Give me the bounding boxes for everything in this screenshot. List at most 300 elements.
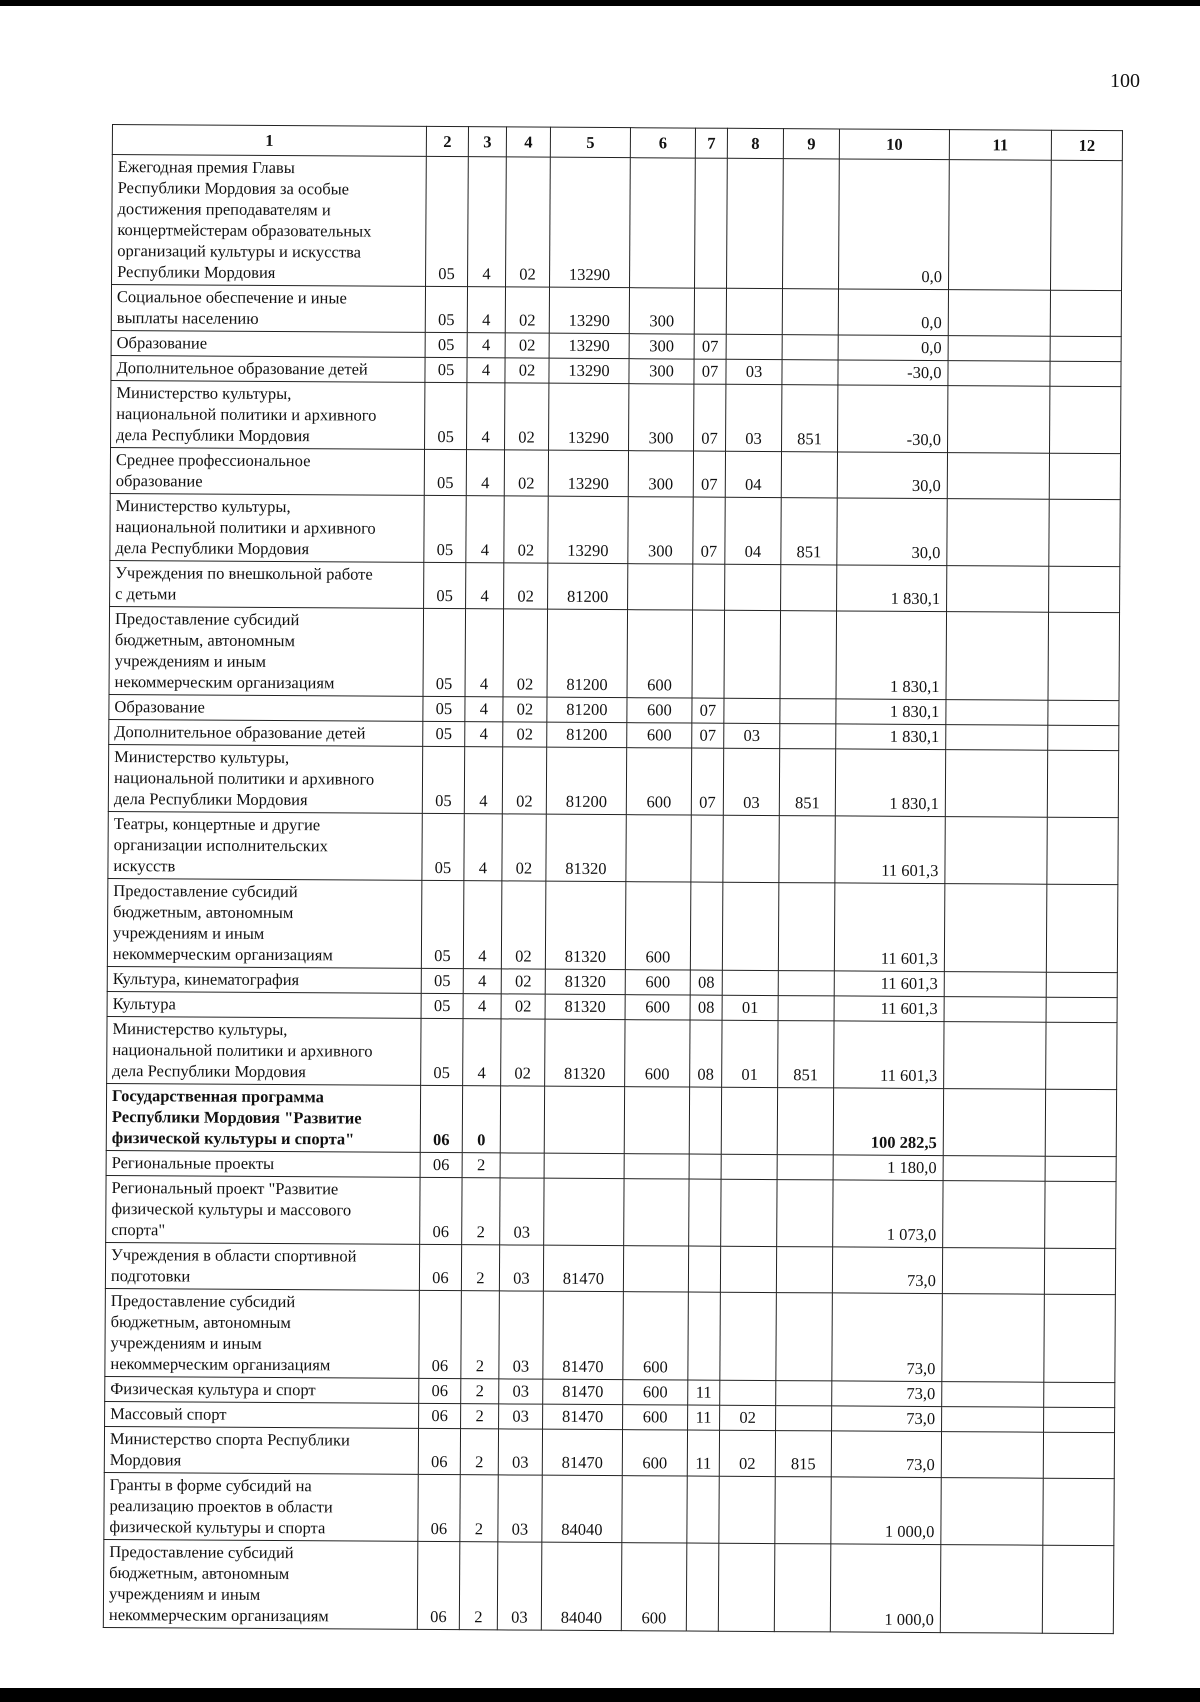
cell-col-2: 05 <box>424 495 466 562</box>
row-name: Предоставление субсидий бюджетным, автономным учреждениям и иным некоммерческим организациям <box>114 609 335 693</box>
cell-col-8 <box>718 1543 775 1631</box>
cell-col-11 <box>942 1382 1044 1408</box>
cell-col-3: 4 <box>467 383 505 450</box>
cell-col-3: 0 <box>462 1086 500 1153</box>
cell-col-4: 02 <box>504 496 548 563</box>
cell-col-4: 02 <box>505 383 549 450</box>
cell-col-10: 0,0 <box>838 335 948 361</box>
table-row <box>106 1175 1116 1248</box>
cell-col-7: 11 <box>688 1405 720 1430</box>
cell-col-7 <box>688 1246 720 1292</box>
cell-col-4 <box>500 1086 544 1153</box>
cell-col-10: 1 000,0 <box>831 1477 941 1545</box>
cell-col-10: 100 282,5 <box>833 1088 943 1156</box>
cell-col-11 <box>947 566 1049 613</box>
cell-col-8 <box>724 610 781 698</box>
cell-col-11 <box>946 725 1048 751</box>
cell-col-4 <box>500 1153 544 1178</box>
cell-col-3: 4 <box>466 450 504 496</box>
cell-col-7: 07 <box>692 698 724 723</box>
row-name-cell <box>106 1083 420 1152</box>
cell-col-5: 81320 <box>545 969 625 994</box>
cell-col-9 <box>780 724 836 749</box>
cell-col-11 <box>944 884 1047 973</box>
cell-col-9: 851 <box>778 1021 834 1088</box>
table-row <box>104 1426 1114 1478</box>
cell-col-9 <box>783 159 840 289</box>
cell-col-6: 300 <box>628 497 693 564</box>
cell-col-5: 81200 <box>548 563 628 609</box>
budget-table <box>103 124 1123 1634</box>
header-cell: 7 <box>695 128 727 158</box>
cell-col-2: 05 <box>421 1018 463 1085</box>
row-name: Образование <box>116 333 208 353</box>
cell-col-4: 02 <box>503 697 547 722</box>
cell-col-3: 2 <box>459 1542 498 1630</box>
cell-col-4: 02 <box>505 358 549 383</box>
cell-col-9 <box>778 971 834 996</box>
header-cell: 6 <box>630 128 695 158</box>
cell-col-11 <box>943 1156 1045 1182</box>
cell-col-10: 0,0 <box>838 289 948 336</box>
cell-col-8 <box>726 334 782 359</box>
cell-col-4: 03 <box>499 1404 543 1429</box>
cell-col-8 <box>725 564 781 610</box>
cell-col-2: 05 <box>423 608 466 696</box>
cell-col-7: 11 <box>688 1380 720 1405</box>
cell-col-2: 06 <box>418 1428 460 1474</box>
cell-col-12 <box>1050 386 1121 453</box>
row-name-cell <box>110 493 424 562</box>
cell-col-10: 1 000,0 <box>830 1544 941 1633</box>
cell-col-9 <box>776 1381 832 1406</box>
cell-col-11 <box>942 1248 1044 1295</box>
cell-col-3: 2 <box>461 1291 500 1379</box>
cell-col-3: 2 <box>462 1178 500 1245</box>
cell-col-2: 06 <box>419 1244 461 1290</box>
cell-col-12 <box>1045 1156 1116 1181</box>
cell-col-5: 81320 <box>545 881 626 969</box>
cell-col-4: 02 <box>501 994 545 1019</box>
cell-col-5: 81200 <box>547 609 628 697</box>
cell-col-11 <box>948 386 1050 454</box>
table-row <box>105 1288 1116 1382</box>
cell-col-2: 05 <box>425 286 467 332</box>
table-row <box>108 811 1118 884</box>
cell-col-10: 30,0 <box>837 452 947 499</box>
cell-col-4: 03 <box>499 1245 543 1291</box>
cell-col-10: 1 180,0 <box>833 1155 943 1181</box>
cell-col-8 <box>720 1246 776 1292</box>
table-row <box>108 744 1118 817</box>
row-name: Министерство культуры, национальной политики и архивного дела Республики Мордовия <box>113 747 375 810</box>
header-cell: 9 <box>783 129 839 159</box>
cell-col-3: 4 <box>466 496 504 563</box>
row-name: Физическая культура и спорт <box>110 1379 316 1400</box>
cell-col-9 <box>780 611 837 699</box>
table-row <box>112 155 1123 291</box>
cell-col-10: 1 830,1 <box>837 565 947 612</box>
cell-col-5 <box>544 1086 624 1153</box>
cell-col-4: 02 <box>503 722 547 747</box>
cell-col-2: 05 <box>424 449 466 495</box>
cell-col-2: 06 <box>419 1378 461 1403</box>
cell-col-6 <box>624 1179 689 1246</box>
cell-col-5 <box>544 1178 624 1245</box>
cell-col-10: 73,0 <box>832 1293 943 1382</box>
cell-col-8: 02 <box>719 1430 775 1476</box>
cell-col-4: 02 <box>502 747 546 814</box>
cell-col-2: 05 <box>426 156 469 286</box>
cell-col-12 <box>1050 361 1121 386</box>
cell-col-11 <box>944 1022 1046 1090</box>
row-name: Ежегодная премия Главы Республики Мордовия за особые достижения преподавателям и концертмейстерам образовательных организаций культуры и искусства Республики Мордовия <box>117 157 372 283</box>
cell-col-12 <box>1047 750 1118 817</box>
cell-col-11 <box>943 1089 1045 1157</box>
scan-edge-bottom <box>0 1688 1200 1702</box>
cell-col-11 <box>946 612 1049 701</box>
row-name-cell <box>111 380 425 449</box>
cell-col-11 <box>949 160 1052 291</box>
cell-col-10: 1 830,1 <box>836 724 946 750</box>
header-cell: 4 <box>506 127 550 157</box>
cell-col-9 <box>776 1406 832 1431</box>
cell-col-6: 600 <box>626 748 691 815</box>
cell-col-6 <box>628 564 693 610</box>
cell-col-8: 01 <box>722 995 778 1020</box>
table-row <box>107 1016 1117 1089</box>
cell-col-12 <box>1046 972 1117 997</box>
cell-col-6: 600 <box>625 995 690 1020</box>
cell-col-8 <box>724 698 780 723</box>
cell-col-12 <box>1043 1432 1114 1478</box>
row-name-cell <box>109 606 424 696</box>
cell-col-11 <box>941 1432 1043 1479</box>
cell-col-3: 2 <box>462 1153 500 1178</box>
cell-col-12 <box>1043 1478 1114 1545</box>
cell-col-8: 02 <box>720 1405 776 1430</box>
cell-col-7 <box>695 158 728 288</box>
cell-col-8 <box>726 288 782 334</box>
row-name: Региональный проект "Развитие физической культуры и массового спорта" <box>111 1178 352 1240</box>
cell-col-9 <box>778 883 835 971</box>
cell-col-9 <box>777 1088 833 1155</box>
table-row <box>111 380 1121 453</box>
cell-col-5: 81200 <box>547 697 627 722</box>
cell-col-7 <box>686 1543 719 1631</box>
row-name-cell <box>107 991 421 1018</box>
cell-col-9 <box>776 1293 833 1381</box>
header-cell: 5 <box>550 127 630 157</box>
cell-col-8: 03 <box>726 384 782 451</box>
cell-col-12 <box>1048 700 1119 725</box>
cell-col-8: 03 <box>723 748 779 815</box>
table-row <box>106 1083 1116 1156</box>
cell-col-3: 4 <box>463 994 501 1019</box>
cell-col-12 <box>1044 1294 1116 1382</box>
cell-col-12 <box>1045 1181 1116 1248</box>
cell-col-8: 03 <box>724 723 780 748</box>
cell-col-10: 1 073,0 <box>833 1180 943 1248</box>
table-row <box>107 878 1118 972</box>
cell-col-2: 05 <box>425 357 467 382</box>
row-name: Региональные проекты <box>111 1153 275 1174</box>
row-name-cell <box>106 1150 420 1177</box>
cell-col-2: 06 <box>419 1403 461 1428</box>
cell-col-3: 2 <box>461 1379 499 1404</box>
table-row <box>110 560 1120 612</box>
cell-col-8 <box>721 1179 777 1246</box>
cell-col-5: 81320 <box>545 1019 625 1086</box>
row-name: Дополнительное образование детей <box>116 358 368 379</box>
row-name-cell <box>109 719 423 746</box>
cell-col-6: 600 <box>625 882 691 970</box>
cell-col-10: 1 830,1 <box>836 611 947 700</box>
row-name: Гранты в форме субсидий на реализацию проектов в области физической культуры и спорта <box>109 1475 333 1538</box>
row-name: Министерство спорта Республики Мордовия <box>109 1429 350 1470</box>
cell-col-11 <box>944 972 1046 998</box>
cell-col-7: 07 <box>694 359 726 384</box>
cell-col-8: 01 <box>722 1020 778 1087</box>
row-name: Министерство культуры, национальной политики и архивного дела Республики Мордовия <box>112 1019 373 1082</box>
cell-col-12 <box>1049 453 1120 499</box>
cell-col-9: 851 <box>782 385 838 452</box>
header-cell: 2 <box>426 126 468 156</box>
cell-col-2: 06 <box>417 1541 460 1629</box>
table-row <box>110 447 1120 499</box>
cell-col-9 <box>779 816 835 883</box>
cell-col-5 <box>544 1153 624 1178</box>
cell-col-2: 06 <box>419 1290 462 1378</box>
cell-col-4: 03 <box>499 1291 544 1379</box>
cell-col-9 <box>780 699 836 724</box>
cell-col-12 <box>1045 1089 1116 1156</box>
cell-col-5: 84040 <box>541 1542 622 1630</box>
row-name: Среднее профессиональное образование <box>115 450 311 491</box>
cell-col-8 <box>720 1292 777 1380</box>
cell-col-11 <box>945 750 1047 818</box>
cell-col-6: 600 <box>623 1405 688 1430</box>
cell-col-12 <box>1051 160 1123 290</box>
cell-col-6: 300 <box>629 288 694 334</box>
cell-col-12 <box>1047 817 1118 884</box>
cell-col-3: 2 <box>461 1404 499 1429</box>
row-name: Учреждения по внешкольной работе с детьми <box>115 563 373 604</box>
header-cell: 10 <box>839 129 949 160</box>
row-name-cell <box>105 1376 419 1403</box>
cell-col-8 <box>721 1154 777 1179</box>
cell-col-9 <box>775 1477 831 1544</box>
row-name: Социальное обеспечение и иные выплаты населению <box>116 287 347 328</box>
cell-col-2: 06 <box>418 1474 460 1541</box>
header-cell: 3 <box>468 127 506 157</box>
cell-col-4: 02 <box>504 563 548 609</box>
row-name: Учреждения в области спортивной подготовки <box>110 1245 357 1286</box>
cell-col-12 <box>1044 1382 1115 1407</box>
cell-col-8: 04 <box>725 497 781 564</box>
cell-col-5: 13290 <box>548 496 628 563</box>
cell-col-7 <box>689 1154 721 1179</box>
cell-col-2: 05 <box>421 880 464 968</box>
cell-col-6: 600 <box>623 1380 688 1405</box>
header-cell: 8 <box>727 128 783 158</box>
cell-col-2: 06 <box>420 1152 462 1177</box>
cell-col-4: 02 <box>503 609 548 697</box>
cell-col-7 <box>694 288 726 334</box>
cell-col-11 <box>945 817 1047 885</box>
row-name: Министерство культуры, национальной политики и архивного дела Республики Мордовия <box>115 496 376 559</box>
cell-col-6: 600 <box>623 1292 689 1380</box>
cell-col-2: 05 <box>421 968 463 993</box>
header-cell: 12 <box>1051 130 1122 160</box>
cell-col-9 <box>776 1247 832 1293</box>
cell-col-11 <box>948 361 1050 387</box>
cell-col-9 <box>782 360 838 385</box>
cell-col-9 <box>778 996 834 1021</box>
cell-col-3: 4 <box>463 969 501 994</box>
cell-col-10: 73,0 <box>832 1381 942 1407</box>
cell-col-5: 13290 <box>548 450 628 496</box>
cell-col-7: 08 <box>690 970 722 995</box>
cell-col-7 <box>687 1476 719 1543</box>
cell-col-5: 13290 <box>549 287 629 333</box>
row-name-cell <box>111 285 425 333</box>
cell-col-5: 81200 <box>546 747 626 814</box>
cell-col-5: 13290 <box>549 383 629 450</box>
cell-col-4: 02 <box>501 1019 545 1086</box>
cell-col-7: 07 <box>693 497 725 564</box>
cell-col-7 <box>691 815 723 882</box>
row-name: Государственная программа Республики Мордовия "Развитие физической культуры и спорта" <box>111 1086 362 1149</box>
cell-col-10: 73,0 <box>832 1406 942 1432</box>
cell-col-11 <box>941 1478 1043 1546</box>
table-row <box>111 285 1121 337</box>
row-name: Образование <box>114 697 205 717</box>
cell-col-4: 02 <box>504 450 548 496</box>
cell-col-3: 4 <box>465 609 504 697</box>
cell-col-7: 07 <box>693 451 725 497</box>
cell-col-7 <box>690 882 723 970</box>
cell-col-6 <box>630 158 696 288</box>
cell-col-11 <box>943 1181 1045 1249</box>
cell-col-10: 1 830,1 <box>836 699 946 725</box>
cell-col-12 <box>1046 884 1118 972</box>
cell-col-10: 0,0 <box>839 159 950 290</box>
cell-col-9: 851 <box>781 498 837 565</box>
cell-col-7: 11 <box>687 1430 719 1476</box>
cell-col-5: 13290 <box>549 333 629 358</box>
cell-col-12 <box>1048 725 1119 750</box>
cell-col-11 <box>940 1545 1043 1634</box>
cell-col-6: 600 <box>622 1430 687 1476</box>
cell-col-7: 07 <box>694 384 726 451</box>
cell-col-9 <box>782 289 838 335</box>
cell-col-7: 08 <box>690 1020 722 1087</box>
cell-col-2: 05 <box>425 332 467 357</box>
cell-col-8 <box>719 1476 775 1543</box>
table-body <box>103 125 1122 1634</box>
cell-col-3: 4 <box>467 287 505 333</box>
cell-col-5: 84040 <box>542 1475 622 1542</box>
row-name-cell <box>107 1016 421 1085</box>
row-name-cell <box>108 811 422 880</box>
cell-col-8: 04 <box>725 451 781 497</box>
cell-col-2: 05 <box>422 813 464 880</box>
cell-col-7: 08 <box>690 995 722 1020</box>
cell-col-3: 4 <box>467 333 505 358</box>
cell-col-9: 851 <box>779 749 835 816</box>
cell-col-3: 4 <box>467 358 505 383</box>
cell-col-10: 11 601,3 <box>834 996 944 1022</box>
cell-col-5: 13290 <box>549 358 629 383</box>
cell-col-12 <box>1042 1545 1114 1633</box>
cell-col-6: 300 <box>629 334 694 359</box>
cell-col-12 <box>1050 336 1121 361</box>
table-row <box>109 606 1120 700</box>
cell-col-11 <box>948 290 1050 337</box>
cell-col-6: 600 <box>621 1543 687 1631</box>
row-name-cell <box>105 1401 419 1428</box>
cell-col-9 <box>774 1544 831 1632</box>
cell-col-11 <box>947 499 1049 567</box>
cell-col-8: 03 <box>726 359 782 384</box>
cell-col-7: 07 <box>694 334 726 359</box>
cell-col-6: 600 <box>625 970 690 995</box>
cell-col-5: 81470 <box>543 1404 623 1429</box>
cell-col-4: 03 <box>498 1475 542 1542</box>
cell-col-4: 02 <box>505 333 549 358</box>
cell-col-4: 03 <box>497 1542 542 1630</box>
cell-col-2: 06 <box>420 1177 462 1244</box>
row-name-cell <box>109 694 423 721</box>
row-name-cell <box>105 1288 420 1378</box>
cell-col-4: 02 <box>501 881 546 969</box>
cell-col-6 <box>624 1154 689 1179</box>
cell-col-6: 600 <box>627 723 692 748</box>
cell-col-7 <box>692 610 725 698</box>
cell-col-5: 81470 <box>543 1379 623 1404</box>
table-row <box>105 1242 1115 1294</box>
cell-col-3: 2 <box>460 1475 498 1542</box>
cell-col-9 <box>782 335 838 360</box>
cell-col-11 <box>942 1294 1045 1383</box>
cell-col-5: 81470 <box>543 1291 624 1379</box>
cell-col-3: 4 <box>465 697 503 722</box>
cell-col-3: 4 <box>464 814 502 881</box>
cell-col-4: 02 <box>506 157 551 287</box>
cell-col-4: 02 <box>502 814 546 881</box>
cell-col-12 <box>1049 566 1120 612</box>
row-name: Предоставление субсидий бюджетным, автономным учреждениям и иным некоммерческим организациям <box>108 1542 329 1626</box>
cell-col-4: 03 <box>499 1379 543 1404</box>
cell-col-12 <box>1049 499 1120 566</box>
cell-col-12 <box>1044 1407 1115 1432</box>
cell-col-6: 300 <box>629 384 694 451</box>
row-name-cell <box>111 355 425 382</box>
cell-col-9 <box>781 452 837 498</box>
row-name-cell <box>110 447 424 495</box>
row-name-cell <box>110 560 424 608</box>
cell-col-11 <box>942 1407 1044 1433</box>
header-cell: 11 <box>949 130 1051 161</box>
cell-col-2: 05 <box>423 721 465 746</box>
cell-col-10: 11 601,3 <box>834 971 944 997</box>
row-name-cell <box>104 1426 418 1474</box>
cell-col-4: 03 <box>500 1178 544 1245</box>
cell-col-4: 02 <box>505 287 549 333</box>
page-number: 100 <box>1110 70 1140 92</box>
cell-col-11 <box>947 453 1049 500</box>
